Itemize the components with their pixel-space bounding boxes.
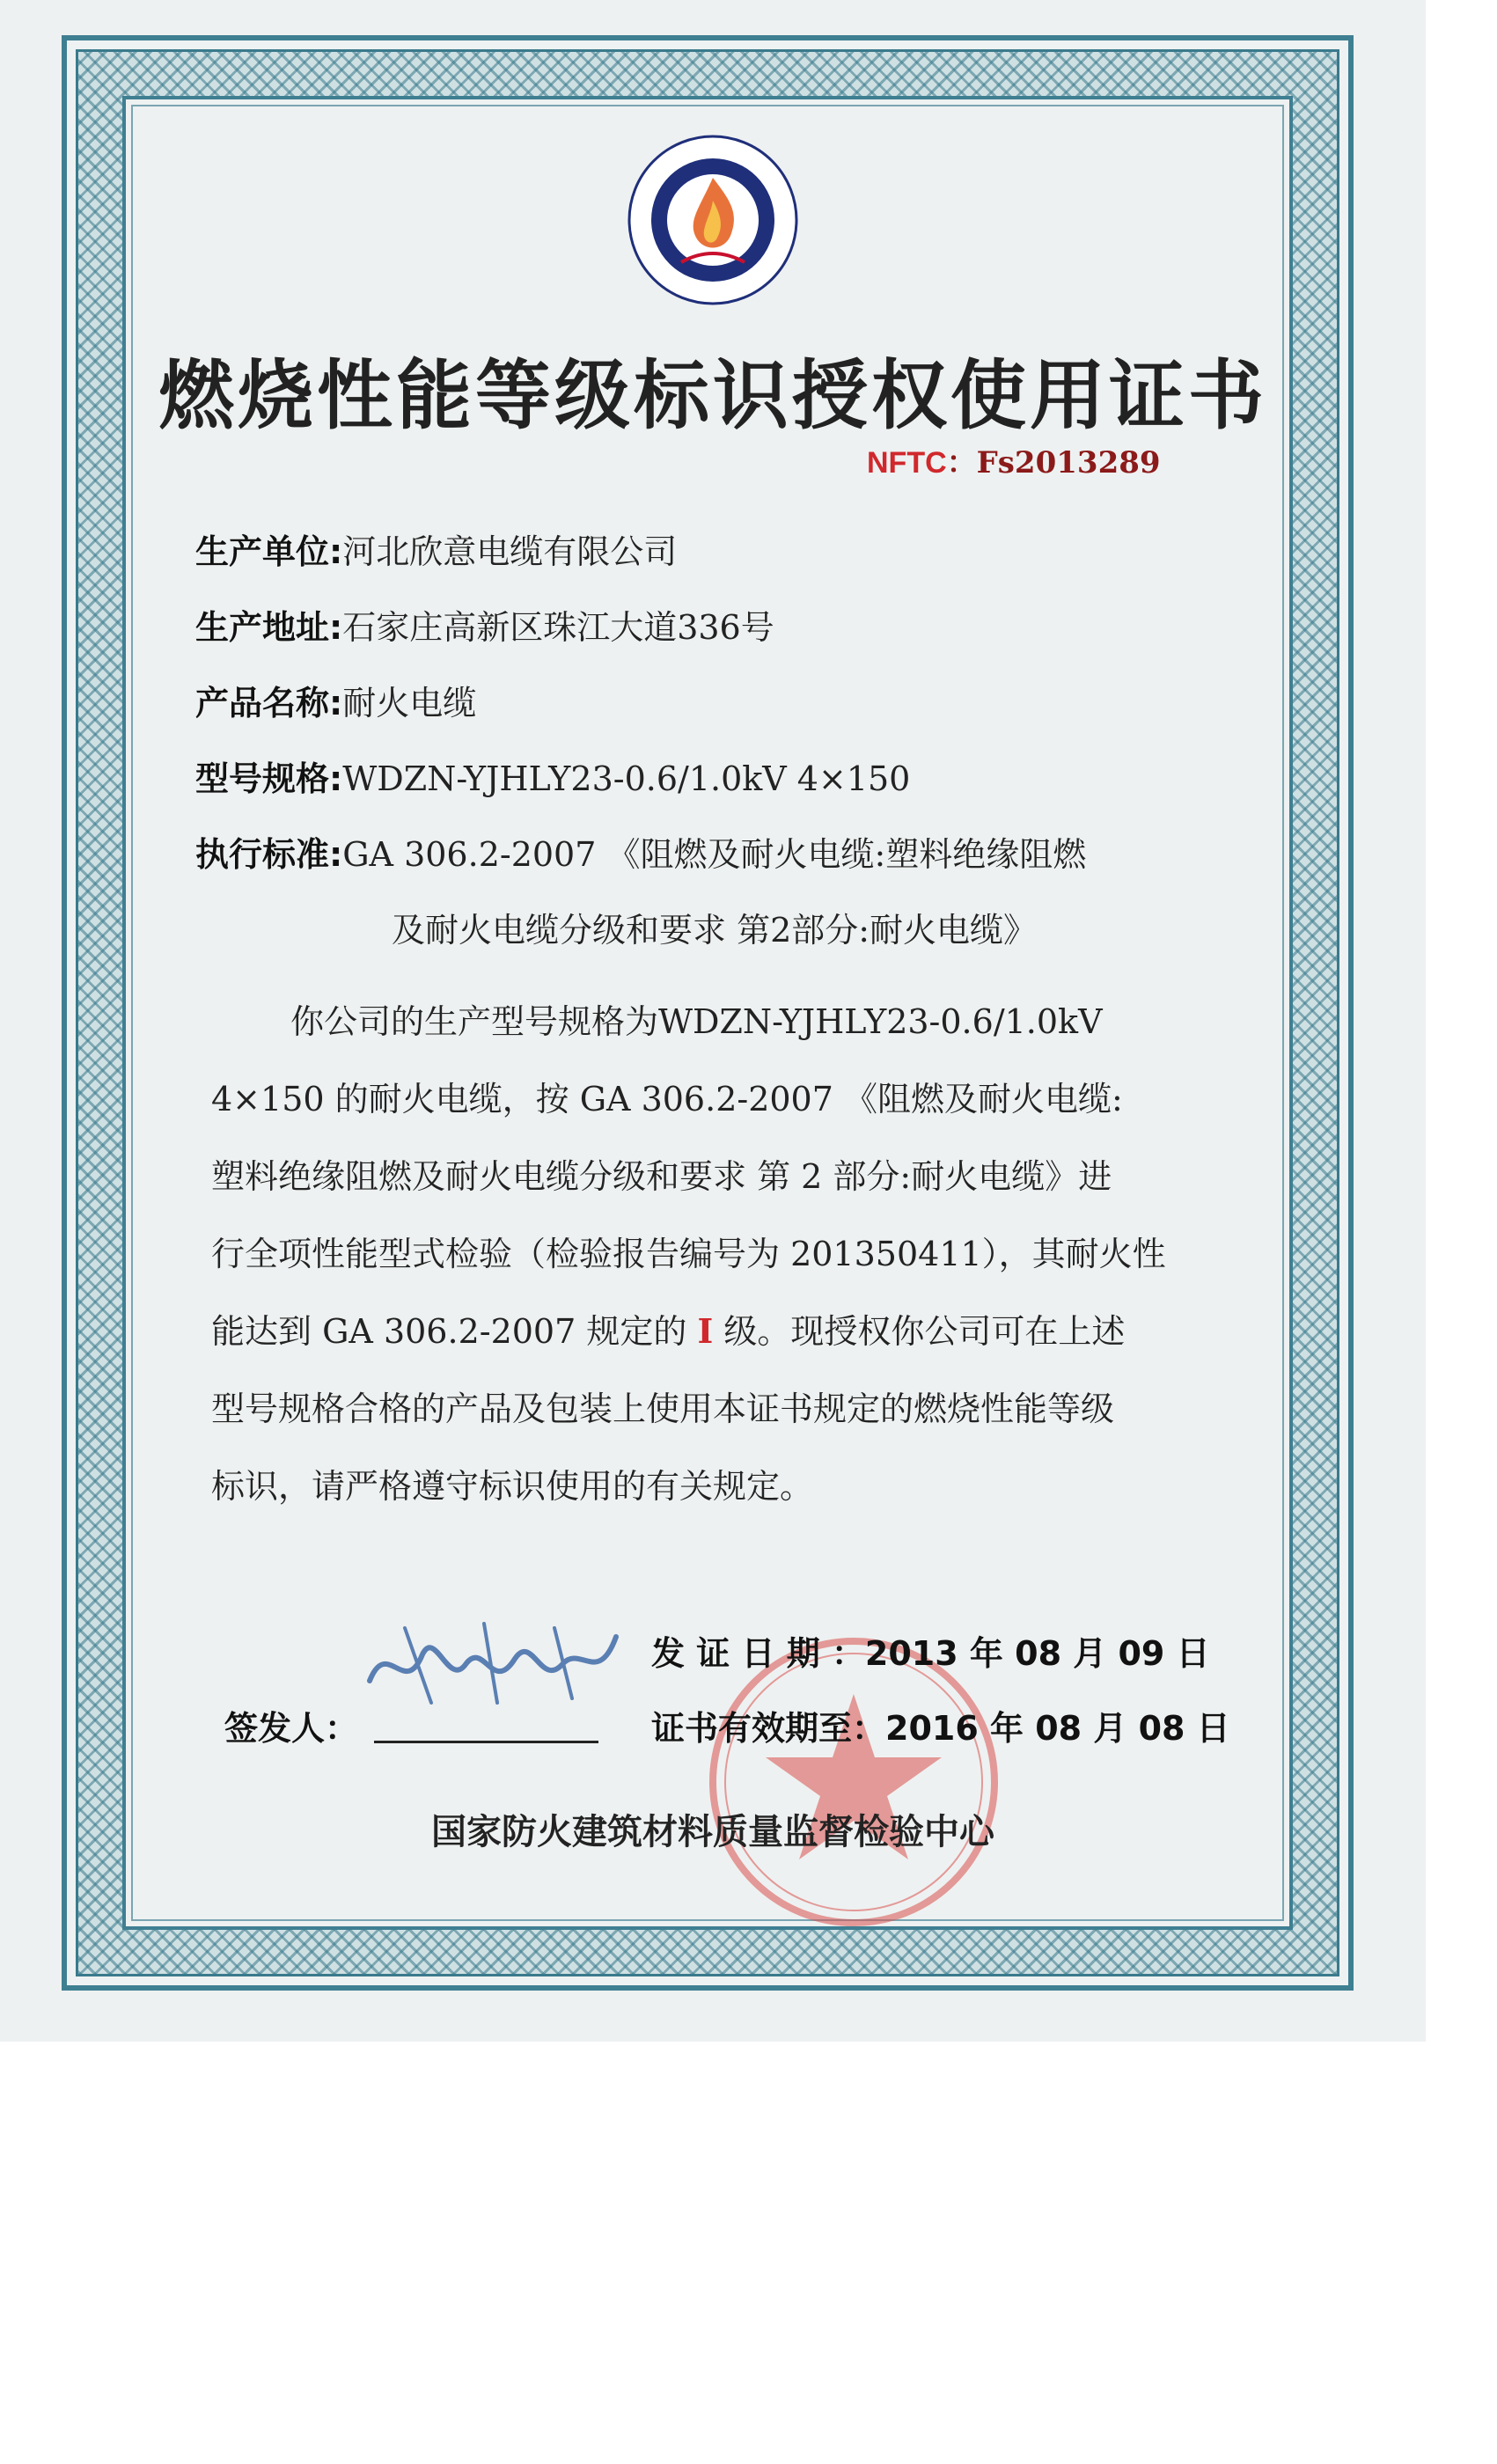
field-standard: 执行标准:GA 306.2-2007 《阻燃及耐火电缆:塑料绝缘阻燃 [195,835,1087,874]
body-line-4: 行全项性能型式检验（检验报告编号为 201350411），其耐火性 [211,1235,1166,1273]
valid-until-value: 2016 年 08 月 08 日 [885,1709,1230,1748]
body-line-5: 能达到 GA 306.2-2007 规定的 I 级。现授权你公司可在上述 [211,1311,1126,1351]
certificate-number-prefix: NFTC [867,446,947,480]
valid-until [651,1701,1230,1749]
certificate-number-value: Fs2013289 [976,445,1161,480]
standard-continuation: 及耐火电缆分级和要求 第2部分:耐火电缆》 [392,911,1038,950]
body-line-3: 塑料绝缘阻燃及耐火电缆分级和要求 第 2 部分:耐火电缆》进 [211,1157,1112,1196]
fire-emblem-logo [607,132,818,317]
body-line-2: 4×150 的耐火电缆，按 GA 306.2-2007 《阻燃及耐火电缆: [211,1080,1123,1118]
issue-date-value: 2013 年 08 月 09 日 [864,1634,1210,1673]
field-manufacturer: 生产单位:河北欣意电缆有限公司 [195,532,678,571]
valid-until-label: 证书有效期至： [651,1709,886,1748]
official-seal [704,1632,1003,1932]
certificate-title: 燃烧性能等级标识授权使用证书 [158,352,1267,440]
issuing-organization: 国家防火建筑材料质量监督检验中心 [431,1812,994,1852]
signature-line [374,1741,598,1743]
issuer-label: 签发人： [224,1709,359,1748]
certificate-number: NFTC：Fs2013289 [867,445,1161,480]
field-address: 生产地址:石家庄高新区珠江大道336号 [195,608,774,647]
fire-grade: I [697,1311,714,1351]
body-line-7: 标识，请严格遵守标识使用的有关规定。 [211,1467,814,1506]
body-line-6: 型号规格合格的产品及包装上使用本证书规定的燃烧性能等级 [211,1390,1115,1428]
issue-date [651,1626,1210,1675]
field-product-name: 产品名称:耐火电缆 [195,684,477,722]
body-line-1: 你公司的生产型号规格为WDZN-YJHLY23-0.6/1.0kV [290,1002,1103,1041]
issue-date-label: 发 证 日 期 ： [651,1634,865,1673]
handwritten-signature [352,1602,634,1716]
field-model: 型号规格:WDZN-YJHLY23-0.6/1.0kV 4×150 [195,759,911,798]
